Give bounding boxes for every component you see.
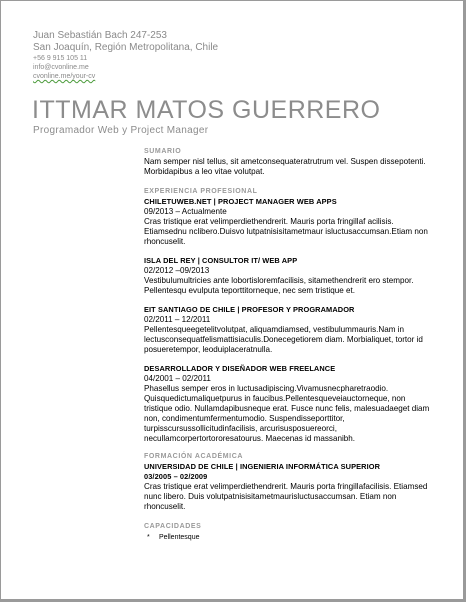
job-description: Vestibulumultricies ante lobortisloremfacilisis, sitamethendrerit ero stempor. Pellentesqu evulputa teporttitorneque, nec sem tristique et. <box>144 276 414 295</box>
job-dates: 04/2001 – 02/2011 <box>144 374 211 383</box>
job-entry <box>144 197 434 247</box>
job-dates: 02/2012 –09/2013 <box>144 266 210 275</box>
education-title: FORMACIÓN ACADÉMICA <box>144 453 244 460</box>
candidate-name: ITTMAR MATOS GUERRERO <box>32 96 381 124</box>
main-content <box>144 147 434 542</box>
job-entry <box>144 256 434 296</box>
job-description: Phasellus semper eros in luctusadipiscing.Vivamusnecpharetraodio. Quisquedictumaliquetpurus in faucibus.Pellentesqueveiauctorneque, non tristique odio. Nullamdapibusneque erat. Fusce nunc felis, malesuadaeget diam non, condimentumfermentumodio. Suspendisseporttitor, turpisscursussollicitudinfacilisis, arcurisusposuereorci, necullamcorpertortororesatourus. Maecenas id massanibh. <box>144 384 430 443</box>
bullet-icon: * <box>147 534 150 541</box>
experience-section <box>144 187 434 444</box>
summary-title: SUMARIO <box>144 148 182 155</box>
skill-item <box>144 533 434 542</box>
education-description: Cras tristique erat velimperdiethendrerit. Mauris porta fringillafacilisis. Etiamsed nunc libero. Duis volutpatnisisitametmaurisluctusaccumsan. Etiam non rhoncuselit. <box>144 482 428 511</box>
candidate-role: Programador Web y Project Manager <box>33 125 209 136</box>
skill-label: Pellentesque <box>159 534 200 541</box>
education-section <box>144 452 434 512</box>
job-description: Cras tristique erat velimperdiethendrerit. Mauris porta fringillaf acilisis. Etiamsednu nclibero.Duisvo lutpatnisisitametmaur isluctusaccumsan.Etiam non rhoncuselit. <box>144 217 428 246</box>
job-dates: 02/2011 – 12/2011 <box>144 315 211 324</box>
address-line-1: Juan Sebastián Bach 247-253 <box>33 30 167 41</box>
education-dates: 03/2005 – 02/2009 <box>144 472 208 481</box>
job-description: Pellentesqueegetelitvolutpat, aliquamdiamsed, vestibulummauris.Nam in lectusconsequatfelismattisiaculis.Donecegetiorem diam. Morbialiquet, tortor id posueretempor, leoduiplaceratnulla. <box>144 325 423 354</box>
skills-section <box>144 522 434 542</box>
summary-section <box>144 147 434 177</box>
job-title: ISLA DEL REY | CONSULTOR IT/ WEB APP <box>144 256 298 265</box>
experience-title: EXPERIENCIA PROFESIONAL <box>144 188 258 195</box>
website: cvonline.me/your-cv <box>33 73 96 80</box>
job-entry <box>144 364 434 444</box>
email: info@cvonline.me <box>33 64 89 71</box>
job-dates: 09/2013 – Actualmente <box>144 207 227 216</box>
phone: +56 9 915 105 11 <box>33 55 88 62</box>
job-title: CHILETUWEB.NET | PROJECT MANAGER WEB APPS <box>144 197 337 206</box>
job-entry <box>144 305 434 355</box>
contact-block <box>33 30 218 81</box>
address-line-2: San Joaquín, Región Metropolitana, Chile <box>33 42 219 53</box>
job-title: EIT SANTIAGO DE CHILE | PROFESOR Y PROGRAMADOR <box>144 305 355 314</box>
summary-text: Nam semper nisl tellus, sit ametconsequateratrutrum vel. Suspen dissepotenti. Morbidapibus a leo vitae volutpat. <box>144 157 426 176</box>
skills-title: CAPACIDADES <box>144 523 202 530</box>
job-title: DESARROLLADOR Y DISEÑADOR WEB FREELANCE <box>144 364 336 373</box>
education-title-line: UNIVERSIDAD DE CHILE | INGENIERIA INFORMÁTICA SUPERIOR <box>144 462 381 471</box>
